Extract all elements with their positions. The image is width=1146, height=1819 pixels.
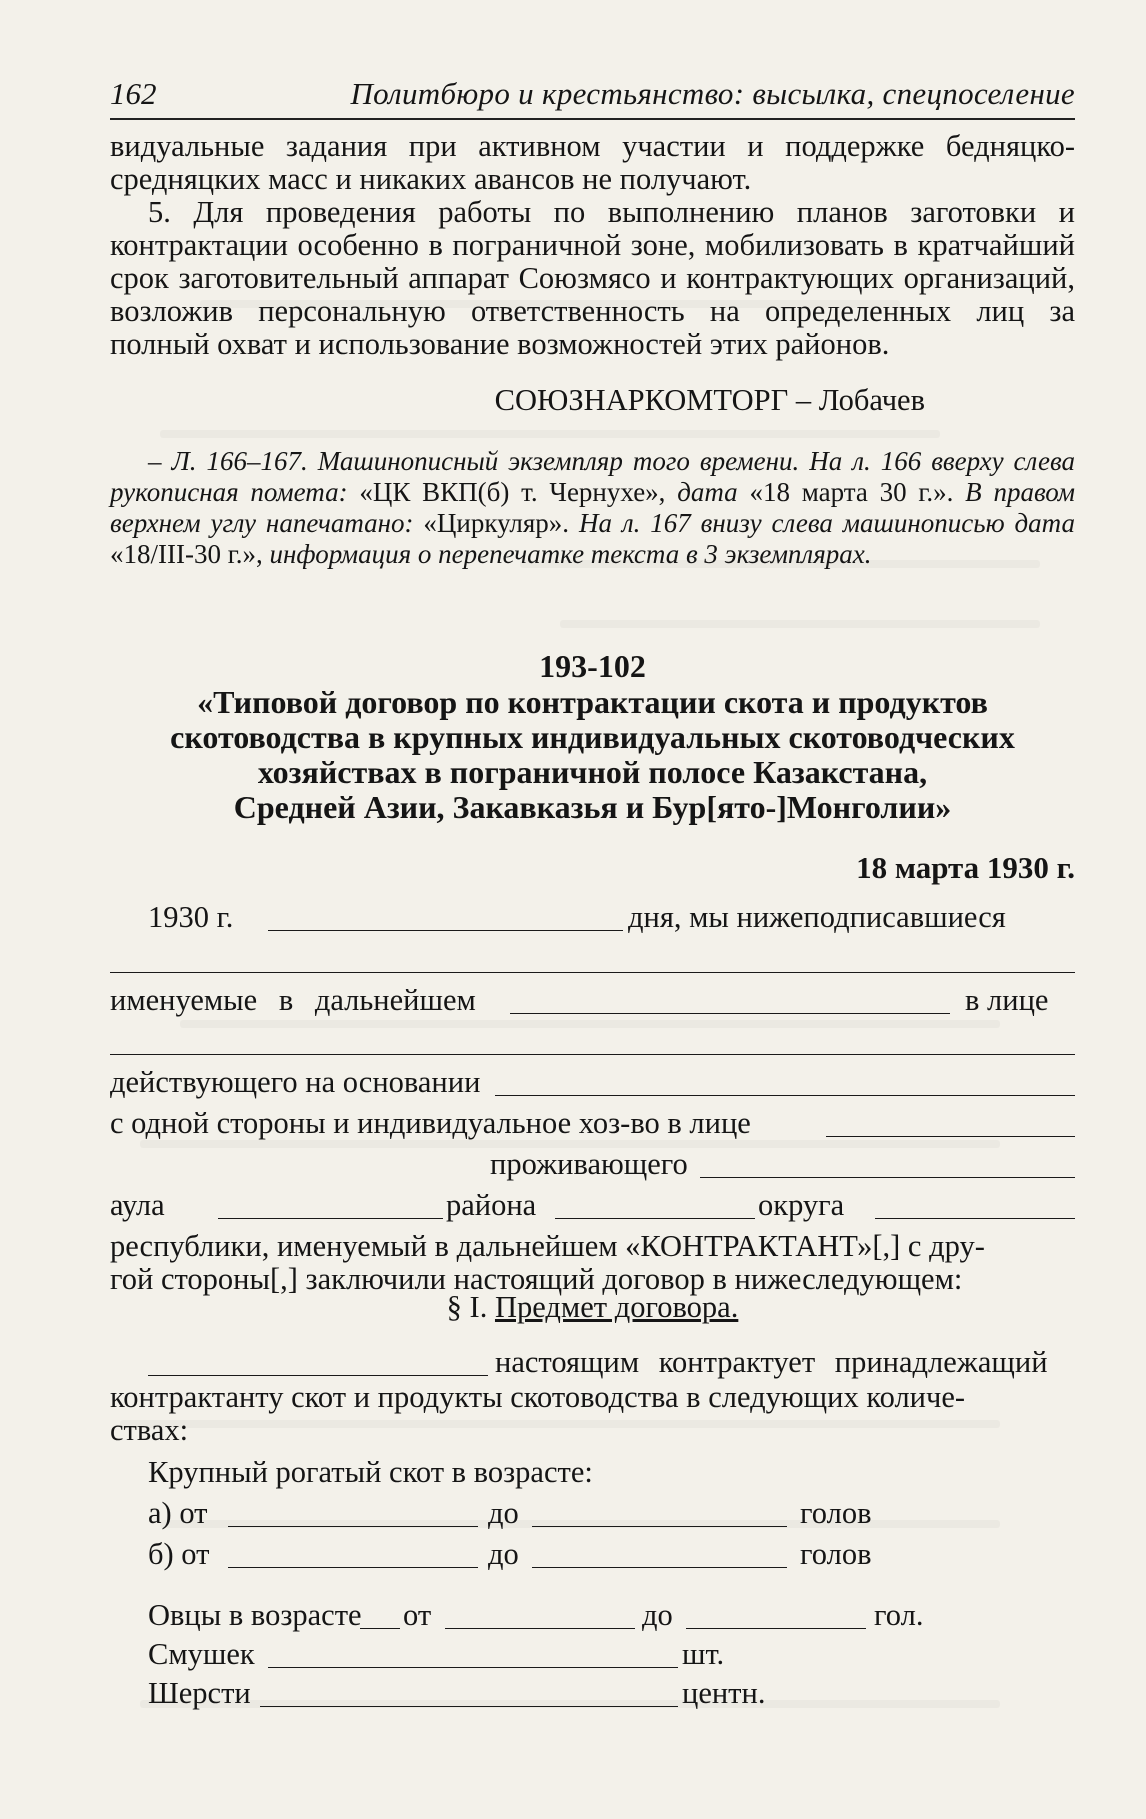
document-title-line: скотоводства в крупных индивидуальных скотоводческих <box>170 719 1015 755</box>
source-part: дата <box>665 477 750 507</box>
source-part: В правом верхнем углу напечатано: <box>110 477 1076 538</box>
form-text: именуемые в дальнейшем <box>110 983 476 1017</box>
form-line-4 <box>110 1024 1075 1058</box>
sheep-item <box>110 1598 1075 1632</box>
form-text: настоящим контрактует принадлежащий <box>495 1345 1048 1379</box>
subject-line-3 <box>110 1413 1075 1447</box>
blank-field[interactable] <box>360 1628 400 1629</box>
form-text: до <box>488 1496 519 1530</box>
form-line-5 <box>110 1065 1075 1099</box>
blank-field[interactable] <box>875 1218 1075 1219</box>
source-part: – Л. 166–167. Машинописный экземпляр того времени. На л. 166 вверху слева рукописная помета: <box>110 446 1075 507</box>
form-text: от <box>403 1598 432 1632</box>
blank-field[interactable] <box>260 1706 678 1707</box>
form-text: с одной стороны и индивидуальное хоз-во в лице <box>110 1106 751 1140</box>
form-line-3 <box>110 983 1075 1017</box>
form-text: в лице <box>965 983 1049 1017</box>
source-part: «ЦК ВКП(б) т. Чернухе», <box>359 477 666 507</box>
blank-field[interactable] <box>510 1013 950 1014</box>
form-text: голов <box>800 1537 872 1571</box>
book-page <box>110 0 1075 1819</box>
form-text: проживающего <box>490 1147 688 1181</box>
form-line-6 <box>110 1106 1075 1140</box>
form-text: района <box>446 1188 537 1222</box>
blank-field[interactable] <box>228 1526 478 1527</box>
document-title-line: Средней Азии, Закавказья и Бур[ято-]Монголии» <box>233 789 952 825</box>
signature-name: Лобачев <box>818 383 925 417</box>
source-part: информация о перепечатке текста в 3 экземплярах. <box>262 539 872 569</box>
blank-field[interactable] <box>110 1054 1075 1055</box>
form-text: голов <box>800 1496 872 1530</box>
form-text: до <box>488 1537 519 1571</box>
source-part: «18/III-30 г.», <box>110 539 263 569</box>
blank-field[interactable] <box>268 1667 678 1668</box>
running-header <box>110 68 1075 120</box>
blank-field[interactable] <box>686 1628 866 1629</box>
document-date: 18 марта 1930 г. <box>856 850 1075 885</box>
form-line-9 <box>110 1229 1075 1263</box>
form-text: Овцы в возрасте <box>148 1598 362 1632</box>
section-heading <box>110 1290 1075 1325</box>
section-title: Предмет договора. <box>494 1290 739 1324</box>
form-text: центн. <box>682 1676 766 1710</box>
blank-field[interactable] <box>700 1177 1075 1178</box>
page-number: 162 <box>110 76 157 111</box>
signature <box>110 383 1075 418</box>
form-text: аула <box>110 1188 165 1222</box>
form-text: ствах: <box>110 1413 189 1447</box>
document-title <box>110 685 1075 825</box>
document-title-line: хозяйствах в пограничной полосе Казакстана, <box>257 754 928 790</box>
smushki-item <box>110 1637 1075 1671</box>
form-text: б) от <box>148 1537 210 1571</box>
cattle-item-b <box>110 1537 1075 1571</box>
blank-field[interactable] <box>110 972 1075 973</box>
blank-field[interactable] <box>495 1095 1075 1096</box>
subject-line-1 <box>110 1345 1075 1379</box>
form-text: дня, мы нижеподписавшиеся <box>628 900 1006 934</box>
form-text: округа <box>758 1188 845 1222</box>
cattle-item-a <box>110 1496 1075 1530</box>
blank-field[interactable] <box>532 1526 787 1527</box>
form-text: гой стороны[,] заключили настоящий договор в нижеследующем: <box>110 1262 963 1296</box>
blank-field[interactable] <box>555 1218 755 1219</box>
form-text: 1930 г. <box>148 900 234 934</box>
form-text: Смушек <box>148 1637 255 1671</box>
form-line-1 <box>110 900 1075 934</box>
subject-line-2 <box>110 1380 1075 1414</box>
form-text: а) от <box>148 1496 208 1530</box>
form-text: Шерсти <box>148 1676 251 1710</box>
form-line-7 <box>110 1147 1075 1181</box>
cattle-heading <box>110 1455 1075 1489</box>
blank-field[interactable] <box>445 1628 635 1629</box>
paragraph-continuation: видуальные задания при активном участии и поддержке бедняцко-средняцких масс и никаких авансов не получают. <box>110 129 1075 196</box>
source-note <box>110 446 1075 570</box>
signature-dash: – <box>788 383 819 417</box>
blank-field[interactable] <box>218 1218 443 1219</box>
source-part: «18 марта 30 г.». <box>749 477 954 507</box>
form-text: контрактанту скот и продукты скотоводства в следующих количе- <box>110 1380 966 1414</box>
source-part: На л. 167 внизу слева машинописью дата <box>569 508 1075 538</box>
blank-field[interactable] <box>268 930 623 931</box>
form-text: Крупный рогатый скот в возрасте: <box>148 1455 593 1489</box>
signature-org: СОЮЗНАРКОМТОРГ <box>494 383 789 417</box>
wool-item <box>110 1676 1075 1710</box>
blank-field[interactable] <box>532 1567 787 1568</box>
form-text: до <box>642 1598 673 1632</box>
paragraph-5: 5. Для проведения работы по выполнению планов заготовки и контрактации особенно в пограничной зоне, мобилизовать в кратчайший срок заготовительный аппарат Союзмясо и контрактующих организаций, возложив персональную ответственность на определенных лиц за полный охват и использование возможностей этих районов. <box>110 195 1075 361</box>
running-title: Политбюро и крестьянство: высылка, спецпоселение <box>350 76 1075 111</box>
body-text <box>110 130 1075 361</box>
form-line-2 <box>110 942 1075 976</box>
form-text: республики, именуемый в дальнейшем «КОНТРАКТАНТ»[,] с дру- <box>110 1229 985 1263</box>
source-part: «Циркуляр». <box>423 508 570 538</box>
document-title-line: «Типовой договор по контрактации скота и продуктов <box>197 684 988 720</box>
document-number: 193-102 <box>539 648 646 684</box>
form-text: гол. <box>874 1598 924 1632</box>
form-text: шт. <box>682 1637 725 1671</box>
blank-field[interactable] <box>148 1375 488 1376</box>
blank-field[interactable] <box>826 1136 1075 1137</box>
section-number: § I. <box>446 1290 495 1324</box>
blank-field[interactable] <box>228 1567 478 1568</box>
form-line-8 <box>110 1188 1075 1222</box>
form-text: действующего на основании <box>110 1065 481 1099</box>
